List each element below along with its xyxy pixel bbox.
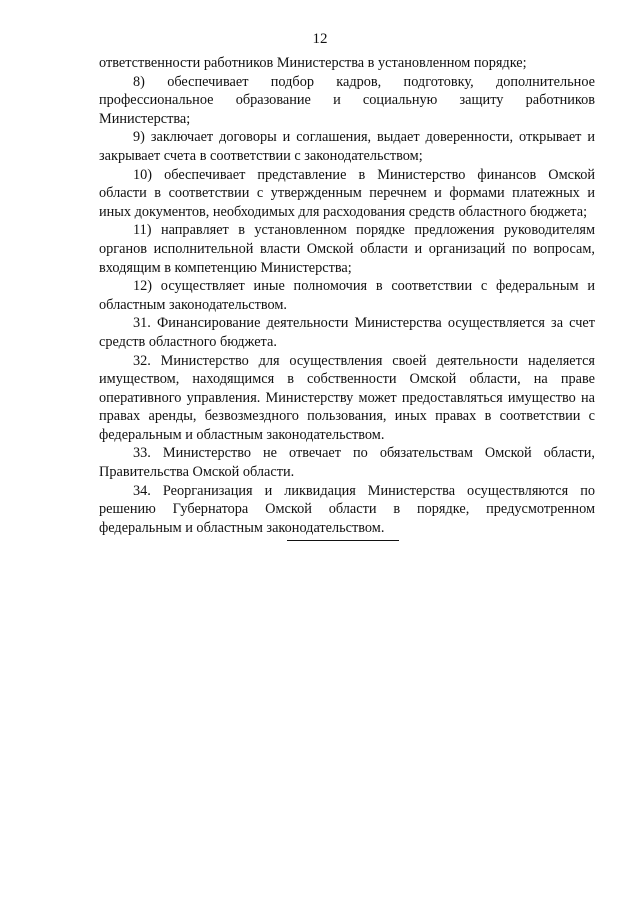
paragraph-item-10: 10) обеспечивает представление в Министерство финансов Омской области в соответствии с утвержденным перечнем и формами платежных и иных документов, необходимых для расходования средств областного бюджета; [99,166,595,220]
paragraph-item-9: 9) заключает договоры и соглашения, выдает доверенности, открывает и закрывает счета в соответствии с законодательством; [99,129,595,164]
paragraph-item-12: 12) осуществляет иные полномочия в соответствии с федеральным и областным законодательством. [99,278,595,313]
paragraph-clause-33: 33. Министерство не отвечает по обязательствам Омской области, Правительства Омской области. [99,445,595,481]
paragraph-clause-32: 32. Министерство для осуществления своей деятельности наделяется имуществом, находящимся в собственности Омской области, на праве оперативного управления. Министерству может предоставляться имущество на правах аренды, безвозмездного пользования, иных правах в соответствии с федеральным и областным законодательством. [99,352,595,443]
paragraph-clause-31: 31. Финансирование деятельности Министерства осуществляется за счет средств областного бюджета. [99,315,595,350]
paragraph-item-11: 11) направляет в установленном порядке предложения руководителям органов исполнительной власти Омской области и организаций по вопросам, входящим в компетенцию Министерства; [99,222,595,276]
paragraph-clause-34: 34. Реорганизация и ликвидация Министерства осуществляются по решению Губернатора Омской области в порядке, предусмотренном федеральным и областным законодательством. [99,482,595,536]
end-divider [287,540,399,541]
paragraph-continuation: ответственности работников Министерства в установленном порядке; [99,55,527,71]
paragraph-item-8: 8) обеспечивает подбор кадров, подготовку, дополнительное профессиональное образование и социальную защиту работников Министерства; [99,73,595,127]
document-body [99,54,595,537]
page-number: 12 [312,31,328,47]
